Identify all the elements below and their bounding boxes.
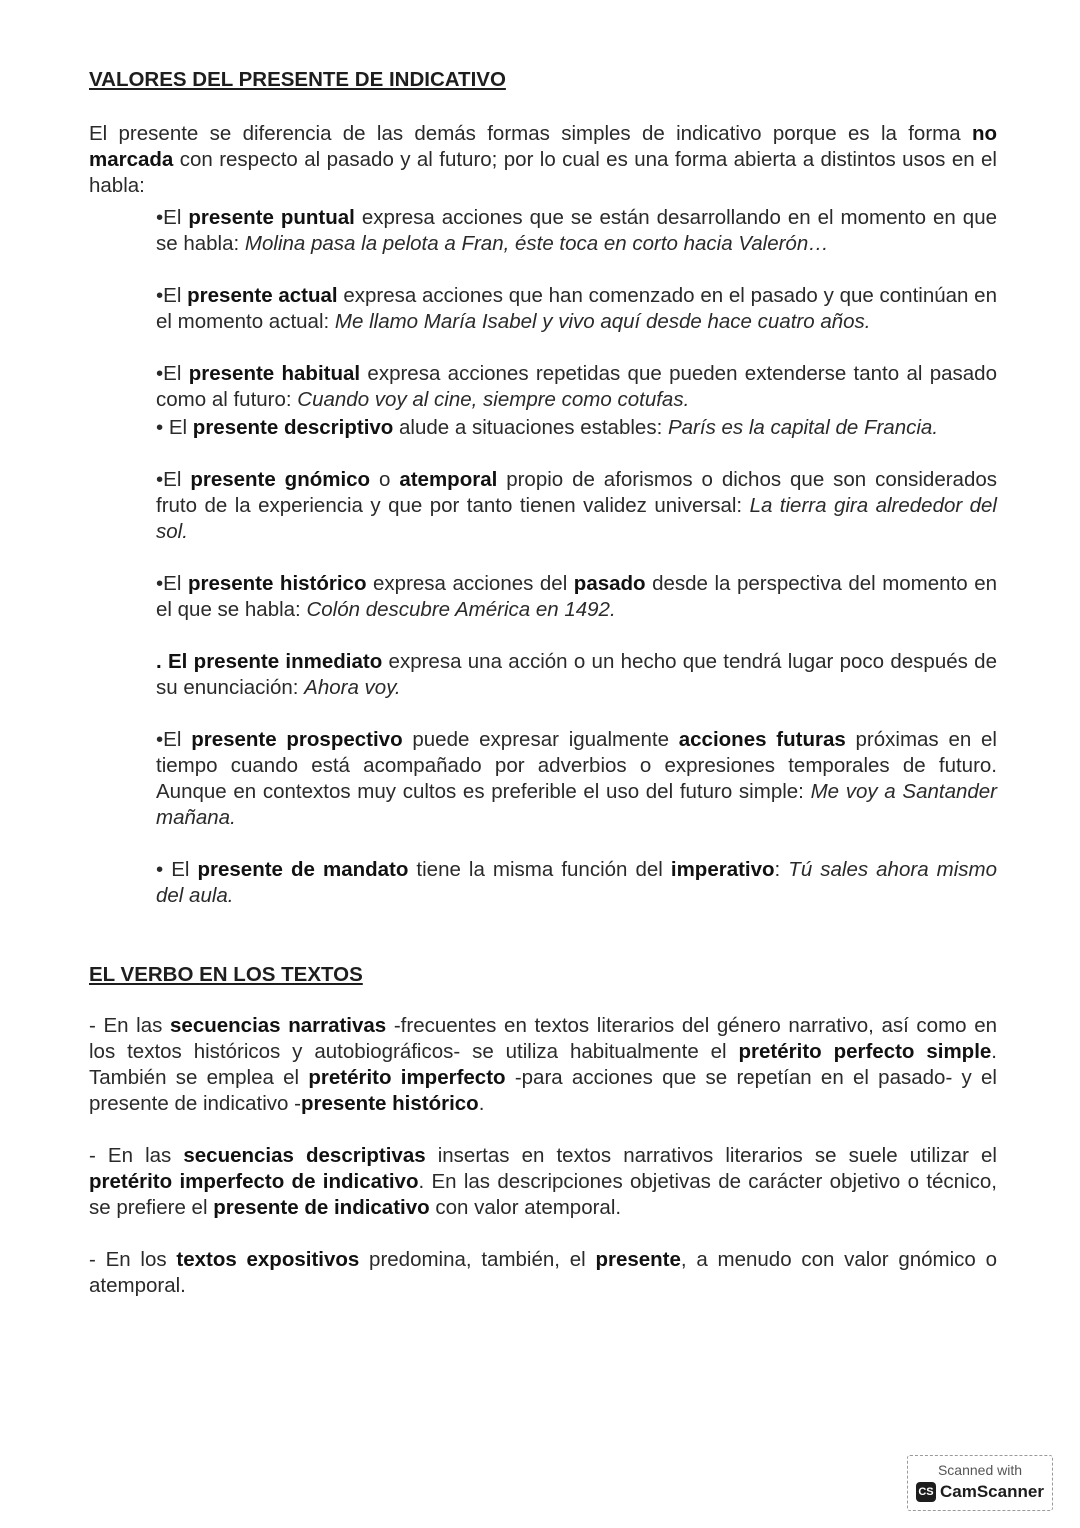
watermark-top-text: Scanned with: [937, 1462, 1023, 1478]
intro-paragraph: El presente se diferencia de las demás formas simples de indicativo porque es la forma no marcada con respecto al pasado y al futuro; por lo cual es una forma abierta a distintos usos en el habla:: [89, 122, 997, 197]
item-presente-gnomico: •El presente gnómico o atemporal propio de aforismos o dichos que son considerados fruto de la experiencia y que por tanto tienen validez universal: La tierra gira alrededor del sol.: [156, 468, 998, 543]
item-presente-historico: •El presente histórico expresa acciones del pasado desde la perspectiva del momento en el que se habla: Colón descubre América en 1492.: [156, 572, 997, 621]
item-presente-actual: •El presente actual expresa acciones que han comenzado en el pasado y que continúan en el momento actual: Me llamo María Isabel y vivo aquí desde hace cuatro años.: [156, 284, 997, 333]
item-presente-inmediato: . El presente inmediato expresa una acción o un hecho que tendrá lugar poco después de su enunciación: Ahora voy.: [156, 650, 997, 699]
paragraph-descriptivas: - En las secuencias descriptivas insertas en textos narrativos literarios se suele utilizar el pretérito imperfecto de indicativo. En las descripciones objetivas de carácter objetivo o técnico, se prefiere el presente de indicativo con valor atemporal.: [89, 1144, 997, 1219]
watermark-brand-row: [916, 1482, 1044, 1502]
item-presente-prospectivo: •El presente prospectivo puede expresar igualmente acciones futuras próximas en el tiempo cuando está acompañado por adverbios o expresiones temporales de futuro. Aunque en contextos muy cultos es preferible el uso del futuro simple: Me voy a Santander mañana.: [156, 728, 997, 829]
watermark-brand-name: CamScanner: [940, 1482, 1044, 1501]
paragraph-narrativas: - En las secuencias narrativas -frecuentes en textos literarios del género narrativo, así como en los textos históricos y autobiográficos- se utiliza habitualmente el pretérito perfecto simple. También se emplea el pretérito imperfecto -para acciones que se repetían en el pasado- y el presente de indicativo -presente histórico.: [89, 1014, 998, 1115]
camscanner-watermark: [907, 1455, 1053, 1511]
paragraph-expositivos: - En los textos expositivos predomina, también, el presente, a menudo con valor gnómico o atemporal.: [89, 1248, 997, 1297]
document-page: [89, 66, 997, 1299]
section-heading-verbo: EL VERBO EN LOS TEXTOS: [89, 963, 363, 986]
item-presente-habitual: •El presente habitual expresa acciones repetidas que pueden extenderse tanto al pasado como al futuro: Cuando voy al cine, siempre como cotufas.: [156, 362, 997, 411]
section-heading-valores: VALORES DEL PRESENTE DE INDICATIVO: [89, 68, 506, 91]
item-presente-puntual: •El presente puntual expresa acciones que se están desarrollando en el momento en que se habla: Molina pasa la pelota a Fran, éste toca en corto hacia Valerón…: [156, 206, 997, 255]
item-presente-mandato: • El presente de mandato tiene la misma función del imperativo: Tú sales ahora mismo del aula.: [156, 858, 997, 907]
camscanner-logo-icon: CS: [916, 1482, 936, 1502]
item-presente-descriptivo: • El presente descriptivo alude a situaciones estables: París es la capital de Francia.: [156, 416, 939, 439]
